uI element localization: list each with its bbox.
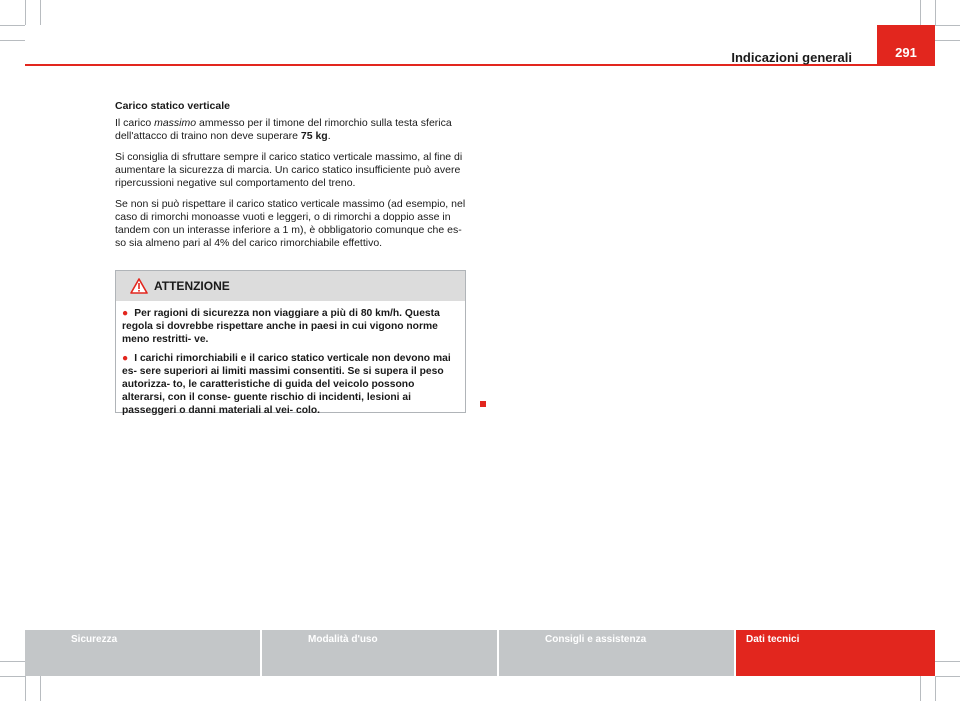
warning-body xyxy=(116,301,465,417)
crop-mark xyxy=(935,676,936,701)
crop-mark xyxy=(0,25,25,26)
emphasis: massimo xyxy=(154,117,197,129)
crop-mark xyxy=(0,40,25,41)
crop-mark xyxy=(0,676,25,677)
crop-mark xyxy=(935,25,960,26)
warning-item-text: Per ragioni di sicurezza non viaggiare a più di 80 km/h. Questa regola si dovrebbe rispettare anche in paesi in cui vigono norme meno restritti- ve. xyxy=(122,308,440,345)
main-content xyxy=(115,100,470,258)
text: . xyxy=(327,130,331,142)
crop-mark xyxy=(0,661,25,662)
footer-tab-modalita-duso[interactable]: Modalità d'uso xyxy=(262,630,497,676)
page-number: 291 xyxy=(877,25,935,66)
warning-title: ATTENZIONE xyxy=(154,279,230,293)
end-of-section-marker xyxy=(480,401,486,407)
warning-header xyxy=(116,271,465,301)
warning-item xyxy=(122,307,459,346)
strong-value: 75 kg xyxy=(300,130,328,142)
crop-mark xyxy=(40,676,41,701)
warning-triangle-icon xyxy=(130,278,148,294)
crop-mark xyxy=(935,661,960,662)
crop-mark xyxy=(920,0,921,25)
warning-box xyxy=(115,270,466,416)
footer-nav xyxy=(25,630,935,676)
bullet-icon: ● xyxy=(122,308,129,319)
warning-item xyxy=(122,352,459,417)
footer-tab-sicurezza[interactable]: Sicurezza xyxy=(25,630,260,676)
crop-mark xyxy=(25,676,26,701)
footer-tab-dati-tecnici[interactable]: Dati tecnici xyxy=(736,630,935,676)
footer-tab-consigli-e-assistenza[interactable]: Consigli e assistenza xyxy=(499,630,734,676)
crop-mark xyxy=(25,0,26,25)
crop-mark xyxy=(935,676,960,677)
paragraph: Si consiglia di sfruttare sempre il carico statico verticale massimo, al fine di aumentare la sicurezza di marcia. Un carico statico insufficiente può avere ripercussioni negative sul comportamento del treno. xyxy=(115,151,463,189)
section-title: Indicazioni generali xyxy=(731,50,852,65)
crop-mark xyxy=(920,676,921,701)
paragraph xyxy=(115,117,470,143)
paragraph: Se non si può rispettare il carico statico verticale massimo (ad esempio, nel caso di rimorchi monoasse vuoti e leggeri, o di rimorchi a doppio asse in tandem con un interasse inferiore a 1 m), è obbligatorio comunque che es- so sia almeno pari al 4% del carico rimorchiabile effettivo. xyxy=(115,198,466,249)
text: Il carico xyxy=(115,117,155,129)
crop-mark xyxy=(40,0,41,25)
bullet-icon: ● xyxy=(122,353,129,364)
crop-mark xyxy=(935,0,936,25)
warning-item-text: I carichi rimorchiabili e il carico statico verticale non devono mai es- sere superiori ai limiti massimi consentiti. Se si supera il peso autorizza- to, le caratteristiche di guida del veicolo possono alterarsi, con il conse- guente rischio di incidenti, lesioni ai passeggeri o danni materiali al vei- colo. xyxy=(122,353,451,416)
text: ammesso per il timone del rimorchio sulla testa sferica dell'attacco di traino non deve superare xyxy=(115,117,452,142)
crop-mark xyxy=(935,40,960,41)
section-heading: Carico statico verticale xyxy=(115,100,230,112)
